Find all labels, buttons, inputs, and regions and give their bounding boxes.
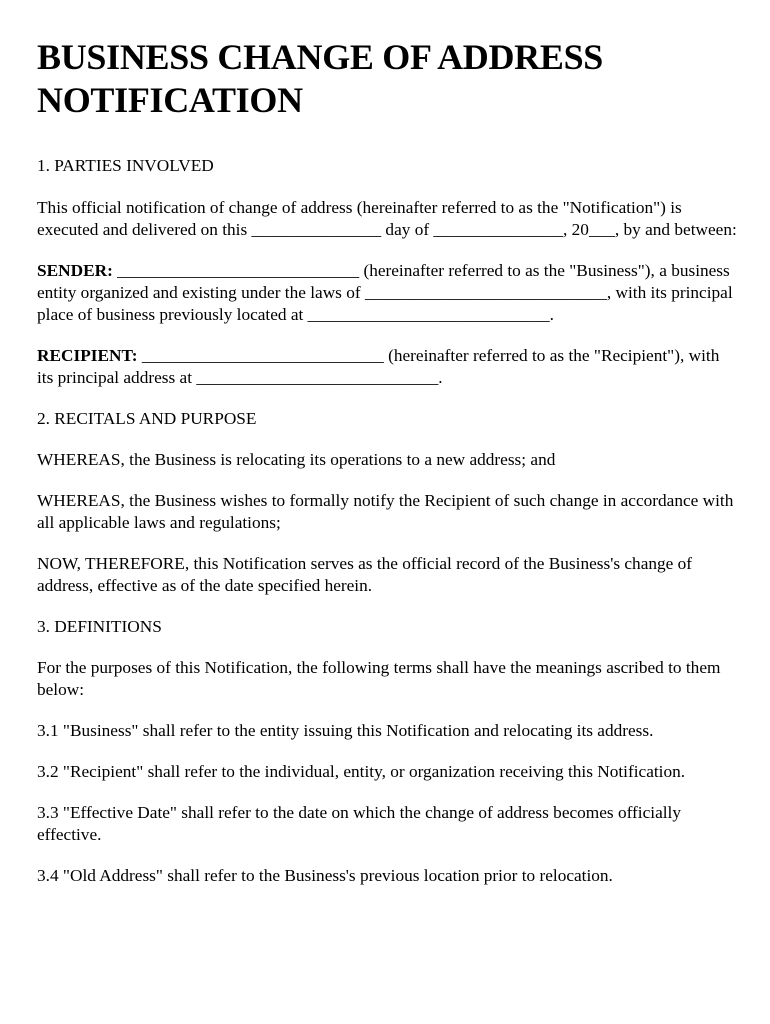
section-heading-parties: 1. PARTIES INVOLVED: [37, 156, 214, 175]
now-therefore-paragraph: NOW, THEREFORE, this Notification serves as the official record of the Business's change of address, effective as of the date specified herein.: [37, 554, 693, 595]
section-heading-recitals: 2. RECITALS AND PURPOSE: [37, 409, 257, 428]
document-page: [37, 36, 737, 887]
document-title: BUSINESS CHANGE OF ADDRESS NOTIFICATION: [37, 37, 604, 120]
whereas-relocating-paragraph: WHEREAS, the Business is relocating its operations to a new address; and: [37, 450, 556, 469]
definition-recipient: 3.2 "Recipient" shall refer to the individual, entity, or organization receiving this Notification.: [37, 762, 686, 781]
sender-paragraph: [37, 260, 737, 326]
sender-text: ____________________________ (hereinafter referred to as the "Business"), a business entity organized and existing under the laws of ____________________________, with its principal place of business previously located at ____________________________.: [37, 261, 733, 324]
sender-label: SENDER:: [37, 261, 113, 280]
definition-business: 3.1 "Business" shall refer to the entity issuing this Notification and relocating its address.: [37, 721, 654, 740]
definition-old-address: 3.4 "Old Address" shall refer to the Business's previous location prior to relocation.: [37, 866, 613, 885]
section-heading-definitions: 3. DEFINITIONS: [37, 617, 162, 636]
parties-intro-paragraph: This official notification of change of address (hereinafter referred to as the "Notification") is executed and delivered on this _______________ day of _______________, 20___, by and between:: [37, 198, 737, 239]
definition-effective-date: 3.3 "Effective Date" shall refer to the date on which the change of address becomes officially effective.: [37, 803, 681, 844]
recipient-paragraph: [37, 345, 737, 389]
whereas-notify-paragraph: WHEREAS, the Business wishes to formally notify the Recipient of such change in accordance with all applicable laws and regulations;: [37, 491, 734, 532]
recipient-label: RECIPIENT:: [37, 346, 138, 365]
definitions-intro-paragraph: For the purposes of this Notification, the following terms shall have the meanings ascribed to them below:: [37, 658, 721, 699]
recipient-text: ____________________________ (hereinafter referred to as the "Recipient"), with its principal address at ____________________________.: [37, 346, 720, 387]
